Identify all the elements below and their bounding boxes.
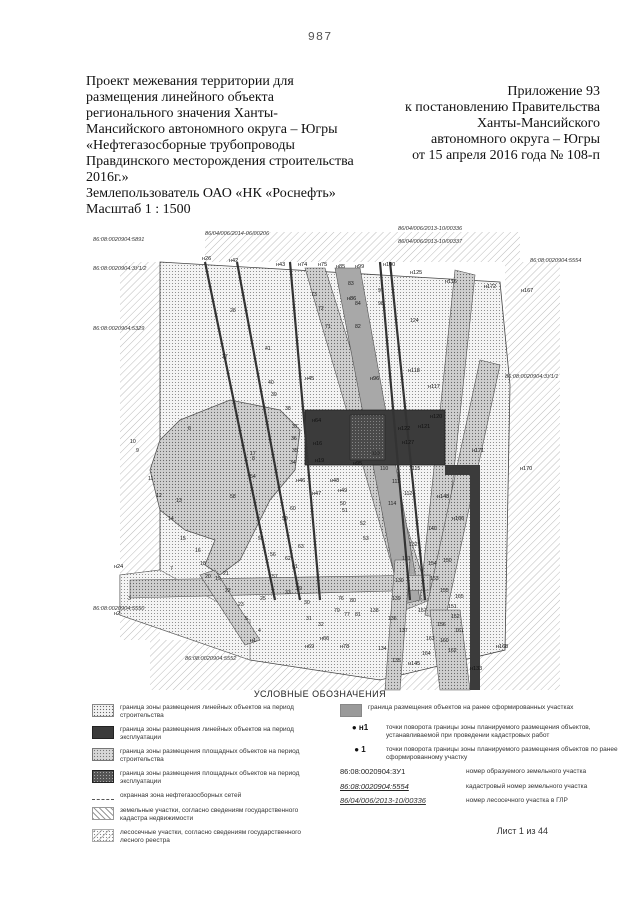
- title-line: Правдинского месторождения строительства: [86, 154, 354, 169]
- parcel-label: 86/04/006/2014-06/00206: [205, 231, 270, 237]
- vertex-label: 51: [342, 508, 348, 514]
- zone-line-operation: [470, 470, 483, 690]
- vertex-label: 8: [252, 456, 255, 462]
- legend-symbol: ● н1: [351, 723, 369, 732]
- legend-item: [340, 724, 620, 739]
- point-label: н167: [521, 288, 534, 294]
- point-label: н127: [402, 440, 415, 446]
- vertex-label: 72: [318, 306, 324, 312]
- parcel-label: 86:08:0020904:5554: [530, 258, 582, 264]
- point-label: н45: [305, 376, 315, 382]
- title-line: Мансийского автономного округа – Югры: [86, 122, 338, 137]
- vertex-label: 29: [296, 586, 302, 592]
- vertex-label: 17: [250, 451, 256, 457]
- point-label: н26: [202, 256, 212, 262]
- vertex-label: 18: [200, 561, 206, 567]
- vertex-label: 113: [372, 451, 381, 457]
- vertex-label: 79: [334, 608, 340, 614]
- vertex-label: 83: [348, 281, 354, 287]
- forest-area-right: [505, 262, 560, 690]
- point-label: н43: [276, 262, 286, 268]
- legend-item: [92, 726, 322, 741]
- parcel-label: 86/04/006/2013-10/00337: [398, 239, 463, 245]
- vertex-label: 111: [392, 479, 400, 485]
- vertex-label: 124: [410, 318, 419, 324]
- point-label: н133: [470, 666, 483, 672]
- legend-text: точки поворота границы зоны планируемого размещения объектов по ранее сформированному участку: [386, 746, 618, 761]
- title-line: размещения линейного объекта: [86, 90, 274, 105]
- legend-code: 86:08:0020904:3У1: [340, 767, 406, 776]
- vertex-label: 30: [304, 600, 310, 606]
- vertex-label: 28: [230, 308, 236, 314]
- vertex-label: 16: [195, 548, 201, 554]
- vertex-label: 6: [188, 426, 191, 432]
- vertex-label: 154: [428, 561, 437, 567]
- point-label: н170: [520, 466, 533, 472]
- appendix-line: к постановлению Правительства: [404, 100, 600, 115]
- vertex-label: 3: [128, 596, 131, 602]
- vertex-label: 57: [272, 574, 278, 580]
- vertex-label: 77: [344, 612, 350, 618]
- point-label: н42: [229, 258, 239, 264]
- point-label: н99: [355, 264, 365, 270]
- legend-swatch: [340, 704, 362, 717]
- vertex-label: 115: [412, 466, 421, 472]
- legend-swatch: [92, 704, 114, 717]
- vertex-label: 21: [223, 571, 229, 577]
- parcel-label: 86:08:0020904:5891: [93, 237, 145, 243]
- vertex-label: 82: [355, 324, 361, 330]
- legend-item: [340, 797, 620, 805]
- point-label: н168: [496, 644, 509, 650]
- legend-text: граница зоны размещения линейных объектов на период строительства: [120, 704, 294, 719]
- vertex-label: 10: [130, 439, 136, 445]
- legend-symbol: ● 1: [354, 745, 366, 754]
- legend-text: номер образуемого земельного участка: [466, 768, 587, 775]
- vertex-label: 155: [440, 588, 449, 594]
- vertex-label: 12: [156, 493, 162, 499]
- vertex-label: 14: [168, 516, 174, 522]
- parcel-label: 86:08:0020904:3У1/2: [93, 266, 147, 272]
- vertex-label: 34: [290, 460, 296, 466]
- page-number: 987: [307, 30, 333, 44]
- sheet-number: Лист 1 из 44: [496, 826, 548, 836]
- vertex-label: 5: [245, 616, 248, 622]
- vertex-label: 53: [363, 536, 369, 542]
- vertex-label: 161: [455, 628, 464, 634]
- vertex-label: 23: [238, 602, 244, 608]
- point-label: н85: [336, 264, 346, 270]
- vertex-label: 63: [298, 544, 304, 550]
- point-label: н122: [398, 426, 411, 432]
- legend-text: граница зоны размещения площадных объектов на период эксплуатации: [120, 770, 300, 785]
- vertex-label: 38: [285, 406, 291, 412]
- point-label: н121: [418, 424, 431, 430]
- legend-heading: УСЛОВНЫЕ ОБОЗНАЧЕНИЯ: [253, 689, 387, 699]
- point-label: н118: [408, 368, 420, 374]
- legend-item: [92, 792, 322, 800]
- legend-text: граница зоны размещения линейных объектов на период эксплуатации: [120, 726, 294, 741]
- point-label: н116: [445, 279, 457, 285]
- legend-item: [340, 704, 620, 717]
- appendix-line: Ханты-Мансийского: [476, 116, 600, 131]
- legend-item: [92, 770, 322, 785]
- point-label: н49: [338, 488, 348, 494]
- vertex-label: 139: [392, 596, 401, 602]
- point-label: н86: [347, 296, 357, 302]
- vertex-label: 7: [170, 566, 173, 572]
- vertex-label: 15: [180, 536, 186, 542]
- point-label: н16: [313, 441, 323, 447]
- vertex-label: 135: [392, 658, 401, 664]
- vertex-label: 37: [292, 424, 298, 430]
- vertex-label: 55: [258, 536, 264, 542]
- vertex-label: 62: [285, 556, 291, 562]
- vertex-label: 132: [409, 542, 418, 548]
- legend-swatch: [92, 829, 114, 842]
- vertex-label: 160: [440, 638, 449, 644]
- point-label: н74: [298, 262, 308, 268]
- legend-swatch: [92, 770, 114, 783]
- vertex-label: 81: [355, 612, 361, 618]
- point-label: н166: [452, 516, 465, 522]
- vertex-label: 58: [230, 494, 236, 500]
- vertex-label: 20: [205, 574, 211, 580]
- vertex-label: 9: [136, 448, 139, 454]
- legend-text: земельные участки, согласно сведениям государственного кадастра недвижимости: [120, 807, 299, 822]
- legend-swatch: [92, 748, 114, 761]
- vertex-label: 97: [378, 288, 384, 294]
- appendix-line: от 15 апреля 2016 года № 108-п: [412, 148, 600, 163]
- legend-item: [92, 807, 322, 822]
- point-label: н78: [340, 644, 350, 650]
- vertex-label: 60: [290, 506, 296, 512]
- legend-swatch: [92, 807, 114, 820]
- legend-text: граница размещения объектов на ранее сформированных участках: [368, 704, 574, 711]
- point-label: н2: [114, 611, 121, 617]
- vertex-label: 153: [430, 576, 439, 582]
- vertex-label: 152: [451, 614, 460, 620]
- vertex-label: 35: [292, 448, 298, 454]
- point-label: н148: [437, 494, 450, 500]
- point-label: н96: [370, 376, 380, 382]
- point-label: н64: [312, 418, 322, 424]
- legend-swatch: [92, 726, 114, 739]
- vertex-label: 114: [388, 501, 397, 507]
- vertex-label: 50: [340, 501, 346, 507]
- vertex-label: 54: [250, 474, 256, 480]
- legend-code: 86:08:0020904:5554: [340, 781, 409, 791]
- point-label: н120: [430, 414, 443, 420]
- vertex-label: 136: [388, 616, 397, 622]
- vertex-label: 59: [282, 516, 288, 522]
- point-label: н47: [312, 491, 322, 497]
- legend-item: [340, 768, 620, 776]
- point-label: н117: [428, 384, 440, 390]
- vertex-label: 137: [399, 628, 408, 634]
- point-label: н95: [353, 461, 363, 467]
- appendix-line: Приложение 93: [507, 84, 600, 99]
- vertex-label: 36: [291, 436, 297, 442]
- vertex-label: 151: [448, 604, 457, 610]
- point-label: н24: [114, 564, 124, 570]
- title-line: 2016г.»: [86, 170, 129, 185]
- point-label: н172: [484, 284, 497, 290]
- vertex-label: 134: [378, 646, 387, 652]
- vertex-label: 98: [378, 301, 384, 307]
- vertex-label: 11: [148, 476, 154, 482]
- vertex-label: 19: [215, 576, 221, 582]
- zone-line-operation-2: [445, 465, 480, 475]
- vertex-label: 156: [437, 622, 446, 628]
- vertex-label: 73: [311, 292, 317, 298]
- vertex-label: 131: [402, 556, 411, 562]
- point-label: н66: [320, 636, 330, 642]
- vertex-label: 140: [428, 526, 437, 532]
- vertex-label: 110: [380, 466, 389, 472]
- vertex-label: 84: [355, 301, 361, 307]
- vertex-label: 31: [306, 616, 312, 622]
- point-label: н69: [305, 644, 315, 650]
- vertex-label: 162: [448, 648, 457, 654]
- vertex-label: 40: [268, 380, 274, 386]
- vertex-label: 52: [360, 521, 366, 527]
- legend-item: [92, 829, 322, 844]
- title-line: Землепользователь ОАО «НК «Роснефть»: [86, 186, 336, 201]
- vertex-label: 39: [271, 392, 277, 398]
- title-line: Проект межевания территории для: [86, 74, 294, 89]
- vertex-label: 163: [426, 636, 435, 642]
- legend-text: граница зоны размещения площадных объектов на период строительства: [120, 748, 300, 763]
- point-label: н100: [383, 262, 396, 268]
- legend-left-column: [92, 704, 322, 851]
- point-label: н19: [315, 458, 325, 464]
- legend-code: 86/04/006/2013-10/00336: [340, 796, 426, 805]
- vertex-label: 32: [318, 622, 324, 628]
- vertex-label: 25: [260, 596, 266, 602]
- vertex-label: 33: [285, 590, 291, 596]
- vertex-label: 150: [443, 558, 452, 564]
- legend-swatch: [92, 792, 114, 800]
- parcel-label: 86/04/006/2013-10/00336: [398, 226, 463, 232]
- vertex-label: 138: [370, 608, 379, 614]
- vertex-label: 22: [225, 588, 231, 594]
- vertex-label: 56: [270, 552, 276, 558]
- parcel-label: 86:08:0020904:3У1/1: [505, 374, 559, 380]
- vertex-label: 80: [350, 598, 356, 604]
- point-label: н75: [318, 262, 328, 268]
- legend-item: [92, 748, 322, 763]
- legend-item: [92, 704, 322, 719]
- title-line: «Нефтегазосборные трубопроводы: [86, 138, 295, 153]
- parcel-label: 86:08:0020904:5550: [93, 606, 145, 612]
- title-line: регионального значения Ханты-: [86, 106, 278, 121]
- legend-item: [340, 746, 620, 761]
- point-label: н48: [330, 478, 340, 484]
- vertex-label: 4: [258, 628, 261, 634]
- appendix-line: автономного округа – Югры: [431, 132, 600, 147]
- title-line: Масштаб 1 : 1500: [86, 202, 191, 217]
- vertex-label: 13: [176, 498, 182, 504]
- legend-text: лесосечные участки, согласно сведениям государственного лесного реестра: [120, 829, 301, 844]
- legend-right-column: [340, 704, 620, 812]
- legend-text: номер лесосечного участка в ГЛР: [466, 797, 568, 804]
- vertex-label: 71: [325, 324, 331, 330]
- vertex-label: 130: [395, 578, 404, 584]
- vertex-label: 112: [404, 491, 413, 497]
- point-label: н125: [410, 270, 423, 276]
- legend-text: точки поворота границы зоны планируемого размещения объектов, устанавливаемой при проведении кадастровых работ: [386, 724, 591, 739]
- point-label: н171: [472, 448, 485, 454]
- vertex-label: 27: [222, 354, 228, 360]
- point-label: н1: [250, 638, 257, 644]
- point-label: н46: [296, 478, 306, 484]
- vertex-label: 76: [338, 596, 344, 602]
- legend-item: [340, 783, 620, 791]
- legend-text: кадастровый номер земельного участка: [466, 782, 588, 790]
- vertex-label: 157: [418, 608, 427, 614]
- vertex-label: 165: [455, 594, 464, 600]
- vertex-label: 41: [265, 346, 271, 352]
- parcel-label: 86:08:0020904:5552: [185, 656, 237, 662]
- vertex-label: 164: [422, 651, 431, 657]
- legend-text: охранная зона нефтегазосборных сетей: [120, 792, 242, 799]
- vertex-label: 61: [292, 564, 298, 570]
- parcel-label: 86:08:0020904:5329: [93, 326, 145, 332]
- point-label: н145: [408, 661, 421, 667]
